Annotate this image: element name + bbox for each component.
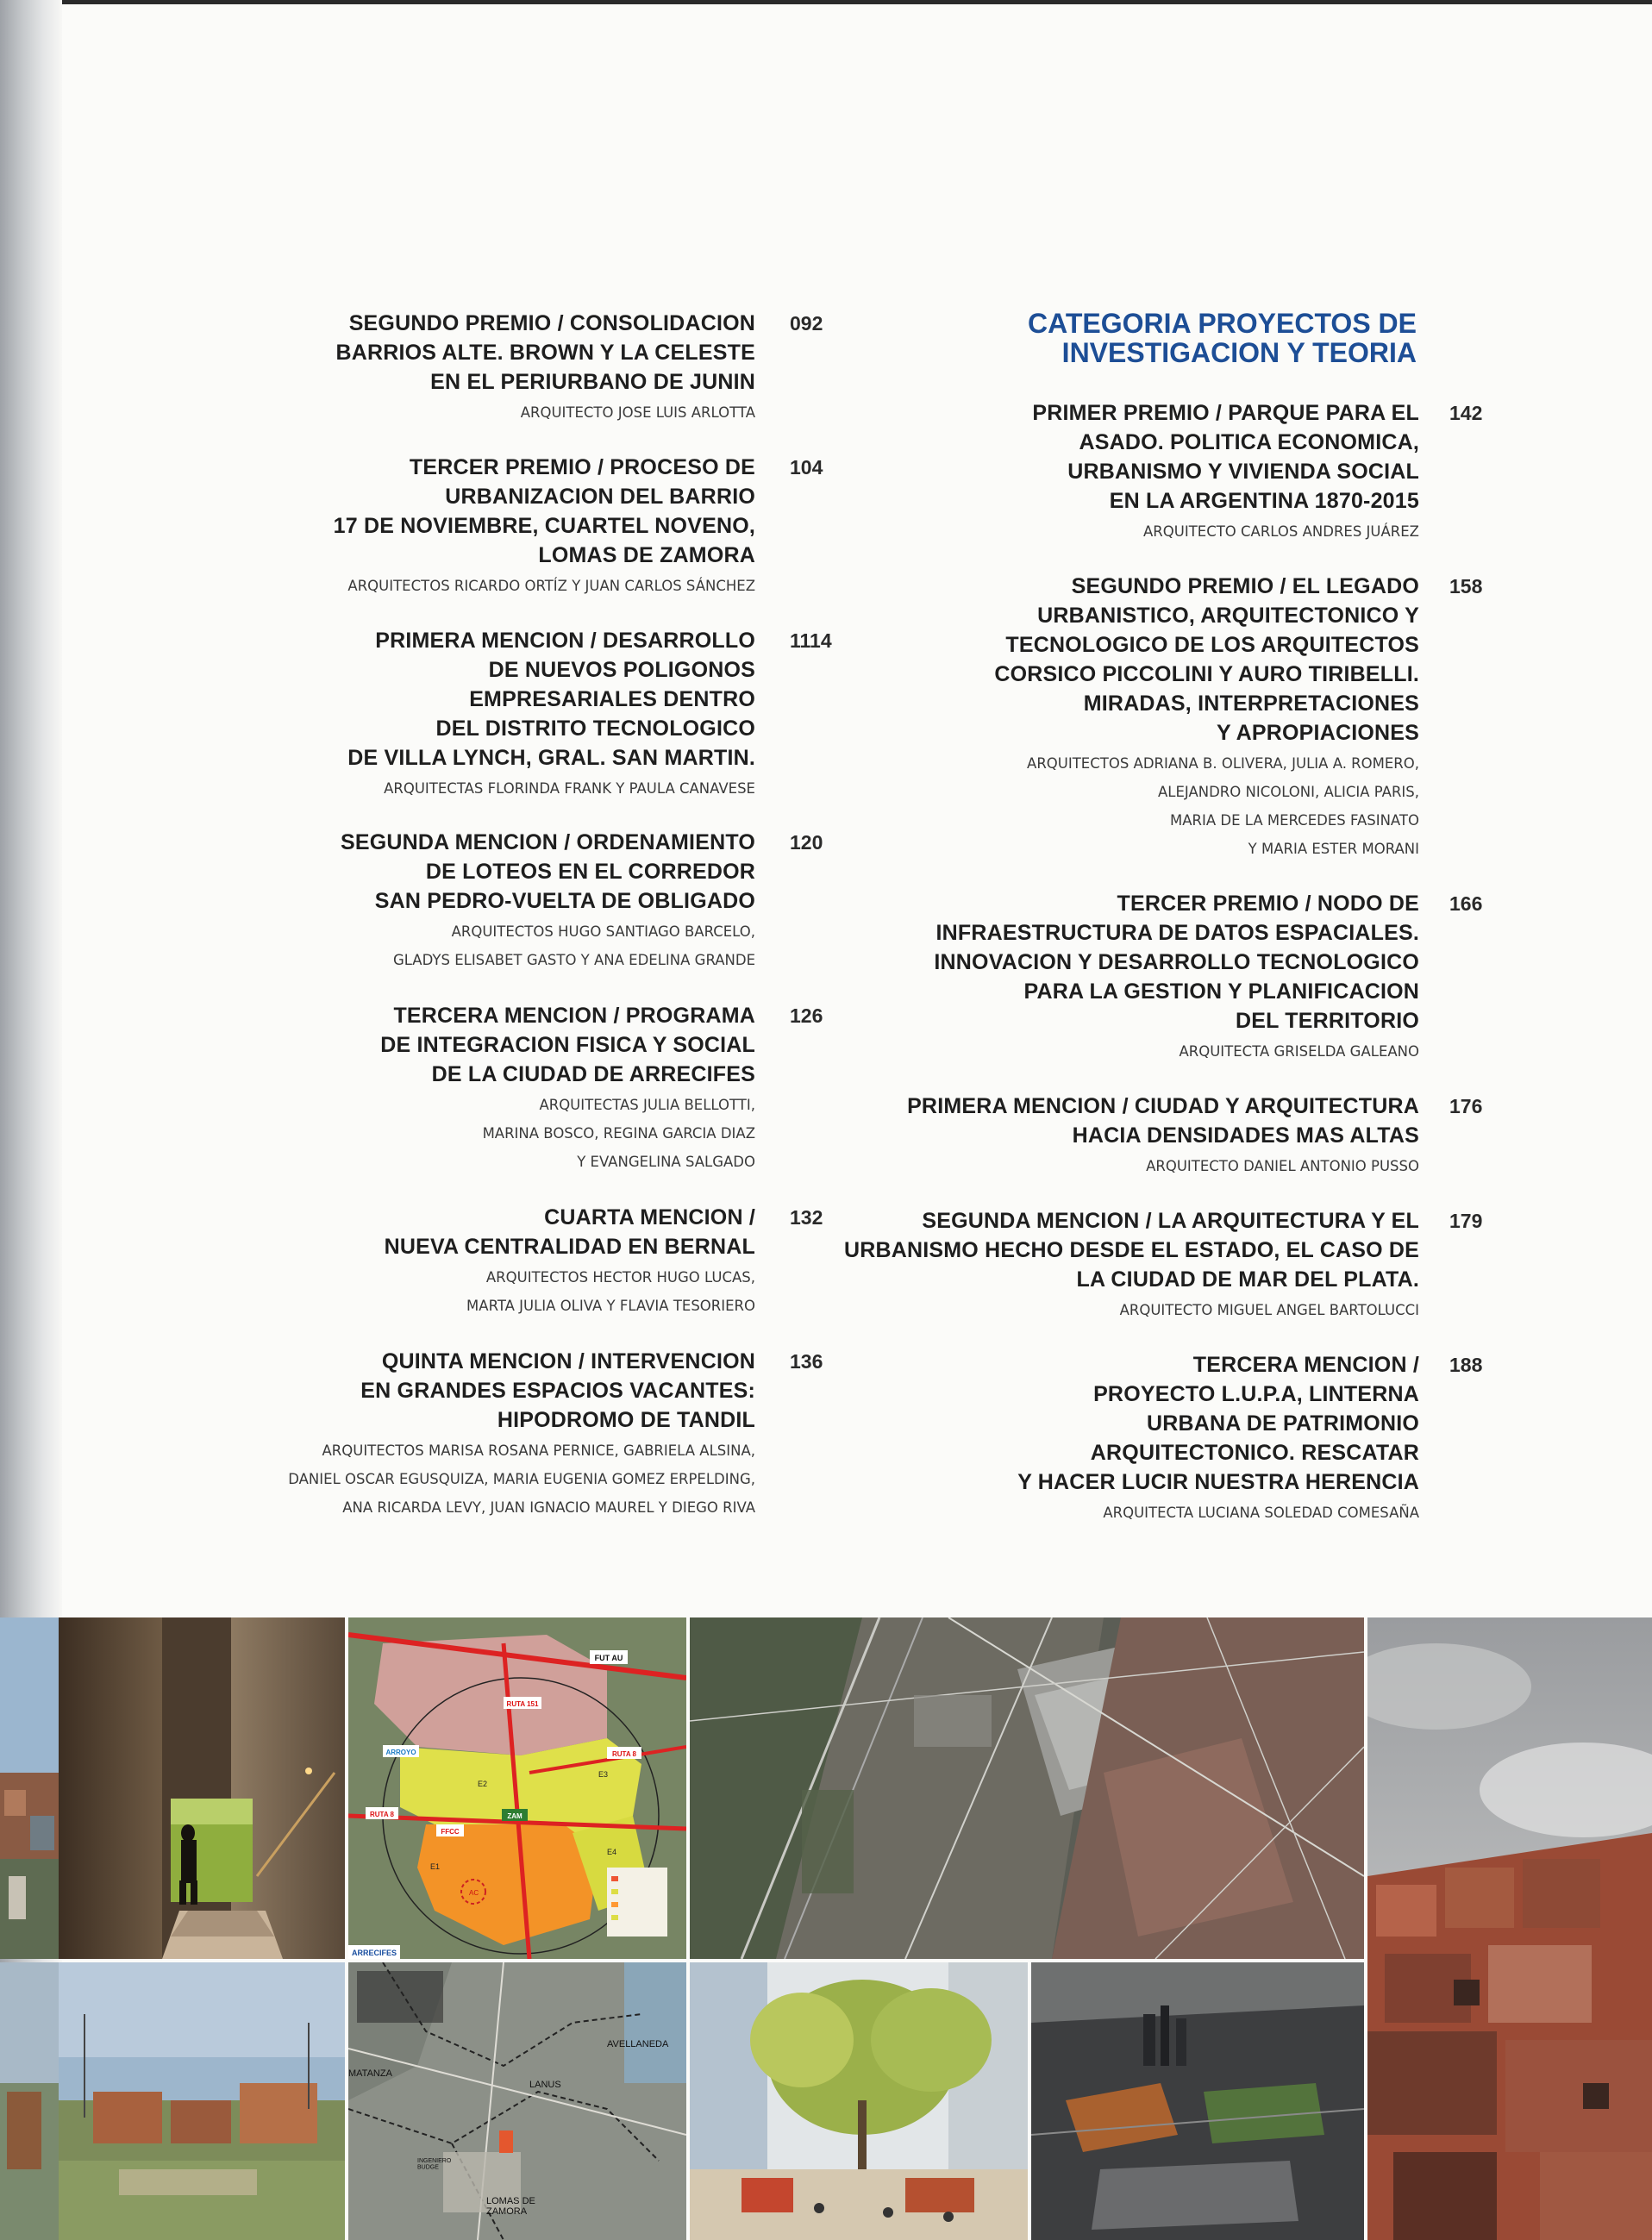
- toc-entry[interactable]: [221, 1347, 823, 1522]
- photo-collage: [0, 1617, 1652, 2240]
- map-label-lanus: LANUS: [529, 2080, 561, 2090]
- entry-authors: ARQUITECTA LUCIANA SOLEDAD COMESAÑA: [1103, 1505, 1419, 1521]
- entry-title: SEGUNDO PREMIO / EL LEGADO URBANISTICO, ARQUITECTONICO Y TECNOLOGICO DE LOS ARQUITECTOS CORSICO PICCOLINI Y AURO TIRIBELLI. MIRADAS, INTERPRETACIONES Y APROPIACIONES: [994, 574, 1419, 745]
- map-label-matanza: MATANZA: [348, 2068, 392, 2079]
- entry-authors: ARQUITECTAS FLORINDA FRANK Y PAULA CANAVESE: [384, 780, 755, 797]
- photo-satellite-aerial: [690, 1617, 1364, 1959]
- map-label-ingeniero: INGENIERO BUDGE: [417, 2158, 452, 2171]
- photo-zoning-map: [348, 1617, 686, 1959]
- page-number: 166: [1449, 892, 1483, 915]
- toc-entry[interactable]: [221, 453, 823, 600]
- entry-title: SEGUNDO PREMIO / CONSOLIDACION BARRIOS ALTE. BROWN Y LA CELESTE EN EL PERIURBANO DE JUNIN: [335, 311, 755, 394]
- toc-entry[interactable]: [798, 1206, 1483, 1324]
- page-number: 176: [1449, 1095, 1483, 1117]
- entry-title: CUARTA MENCION / NUEVA CENTRALIDAD EN BERNAL: [384, 1205, 755, 1259]
- map-label-arroyo: ARROYO: [385, 1749, 416, 1756]
- category-heading: CATEGORIA PROYECTOS DE INVESTIGACION Y TEORIA: [1027, 308, 1417, 368]
- page-number: 126: [790, 1004, 823, 1027]
- entry-authors: ARQUITECTO JOSE LUIS ARLOTTA: [520, 404, 755, 421]
- page-number: 104: [790, 456, 823, 479]
- map-label-ruta-8: RUTA 8: [612, 1750, 636, 1758]
- page-number: 136: [790, 1350, 823, 1373]
- entry-title: PRIMER PREMIO / PARQUE PARA EL ASADO. POLITICA ECONOMICA, URBANISMO Y VIVIENDA SOCIAL EN LA ARGENTINA 1870-2015: [1032, 401, 1419, 513]
- photo-regional-map: [348, 1962, 686, 2240]
- map-label-ruta-8b: RUTA 8: [370, 1811, 394, 1818]
- map-label-e4: E4: [607, 1848, 617, 1856]
- toc-entry[interactable]: [798, 1092, 1483, 1180]
- map-label-lomas: LOMAS DE ZAMORA: [486, 2196, 535, 2218]
- toc-entry[interactable]: [798, 889, 1483, 1066]
- entry-title: TERCER PREMIO / NODO DE INFRAESTRUCTURA DE DATOS ESPACIALES. INNOVACION Y DESARROLLO TECNOLOGICO PARA LA GESTION Y PLANIFICACION DEL TERRITORIO: [934, 892, 1419, 1033]
- map-label-e2: E2: [478, 1780, 488, 1788]
- entry-authors: ARQUITECTOS HECTOR HUGO LUCAS, MARTA JULIA OLIVA Y FLAVIA TESORIERO: [466, 1269, 755, 1314]
- map-label-arrecifes: ARRECIFES: [352, 1949, 397, 1957]
- entry-title: SEGUNDA MENCION / LA ARQUITECTURA Y EL URBANISMO HECHO DESDE EL ESTADO, EL CASO DE LA CIUDAD DE MAR DEL PLATA.: [843, 1209, 1419, 1292]
- entry-authors: ARQUITECTOS MARISA ROSANA PERNICE, GABRIELA ALSINA, DANIEL OSCAR EGUSQUIZA, MARIA EUGENIA GOMEZ ERPELDING, ANA RICARDA LEVY, JUAN IGNACIO MAUREL Y DIEGO RIVA: [288, 1442, 755, 1516]
- page-number: 158: [1449, 575, 1483, 598]
- entry-title: PRIMERA MENCION / DESARROLLO DE NUEVOS POLIGONOS EMPRESARIALES DENTRO DEL DISTRITO TECNOLOGICO DE VILLA LYNCH, GRAL. SAN MARTIN.: [347, 629, 755, 770]
- top-edge: [0, 0, 1652, 4]
- map-label-e1: E1: [430, 1862, 441, 1871]
- page-number: 179: [1449, 1210, 1483, 1232]
- toc-entry[interactable]: [221, 828, 823, 974]
- entry-authors: ARQUITECTA GRISELDA GALEANO: [1179, 1043, 1419, 1060]
- map-label-fut-au: FUT AU: [594, 1654, 623, 1662]
- entry-authors: ARQUITECTO DANIEL ANTONIO PUSSO: [1146, 1158, 1419, 1174]
- entry-authors: ARQUITECTO CARLOS ANDRES JUÁREZ: [1143, 523, 1419, 540]
- map-label-ruta-151: RUTA 151: [506, 1700, 539, 1708]
- page-number: 120: [790, 831, 823, 854]
- toc-entry[interactable]: [798, 572, 1483, 863]
- toc-entry[interactable]: [798, 1350, 1483, 1527]
- toc-entry[interactable]: [221, 626, 832, 803]
- toc-entry[interactable]: [798, 398, 1483, 546]
- page-number: 132: [790, 1206, 823, 1229]
- page-number: 142: [1449, 402, 1483, 424]
- photo-brick-houses: [59, 1962, 345, 2240]
- entry-authors: ARQUITECTOS ADRIANA B. OLIVERA, JULIA A. ROMERO, ALEJANDRO NICOLONI, ALICIA PARIS, MARIA DE LA MERCEDES FASINATO Y MARIA ESTER MORANI: [1027, 755, 1419, 857]
- entry-title: TERCERA MENCION / PROYECTO L.U.P.A, LINTERNA URBANA DE PATRIMONIO ARQUITECTONICO. RESCATAR Y HACER LUCIR NUESTRA HERENCIA: [1017, 1353, 1419, 1494]
- map-label-ffcc: FFCC: [441, 1828, 460, 1836]
- entry-authors: ARQUITECTOS HUGO SANTIAGO BARCELO, GLADYS ELISABET GASTO Y ANA EDELINA GRANDE: [392, 923, 755, 968]
- entry-title: TERCER PREMIO / PROCESO DE URBANIZACION DEL BARRIO 17 DE NOVIEMBRE, CUARTEL NOVENO, LOMAS DE ZAMORA: [333, 455, 755, 567]
- page-number: 188: [1449, 1354, 1483, 1376]
- toc-entry[interactable]: [221, 1001, 823, 1176]
- entry-authors: ARQUITECTOS RICARDO ORTÍZ Y JUAN CARLOS SÁNCHEZ: [347, 578, 755, 594]
- photo-plaza-rendering: [690, 1962, 1028, 2240]
- page-number: 1114: [790, 629, 832, 652]
- photo-hillside-settlement: [1367, 1617, 1652, 2240]
- toc-entry[interactable]: [221, 1203, 823, 1320]
- entry-title: TERCERA MENCION / PROGRAMA DE INTEGRACION FISICA Y SOCIAL DE LA CIUDAD DE ARRECIFES: [380, 1004, 755, 1086]
- entry-authors: ARQUITECTO MIGUEL ANGEL BARTOLUCCI: [1119, 1302, 1419, 1318]
- map-label-avellaneda: AVELLANEDA: [607, 2039, 669, 2049]
- photo-sliver-top: [0, 1617, 59, 1959]
- toc-entry[interactable]: [221, 309, 823, 427]
- map-label-e3: E3: [598, 1770, 609, 1779]
- entry-authors: ARQUITECTAS JULIA BELLOTTI, MARINA BOSCO, REGINA GARCIA DIAZ Y EVANGELINA SALGADO: [482, 1097, 755, 1170]
- photo-stairwell: [59, 1617, 345, 1959]
- entry-title: SEGUNDA MENCION / ORDENAMIENTO DE LOTEOS EN EL CORREDOR SAN PEDRO-VUELTA DE OBLIGADO: [340, 830, 755, 913]
- page-number: 092: [790, 312, 823, 335]
- map-label-ac: AC: [469, 1889, 479, 1897]
- entry-title: QUINTA MENCION / INTERVENCION EN GRANDES ESPACIOS VACANTES: HIPODROMO DE TANDIL: [360, 1349, 755, 1432]
- photo-city-aerial: [1031, 1962, 1364, 2240]
- photo-sliver-bottom: [0, 1962, 59, 2240]
- map-label-zam: ZAM: [507, 1812, 523, 1820]
- entry-title: PRIMERA MENCION / CIUDAD Y ARQUITECTURA HACIA DENSIDADES MAS ALTAS: [907, 1094, 1419, 1148]
